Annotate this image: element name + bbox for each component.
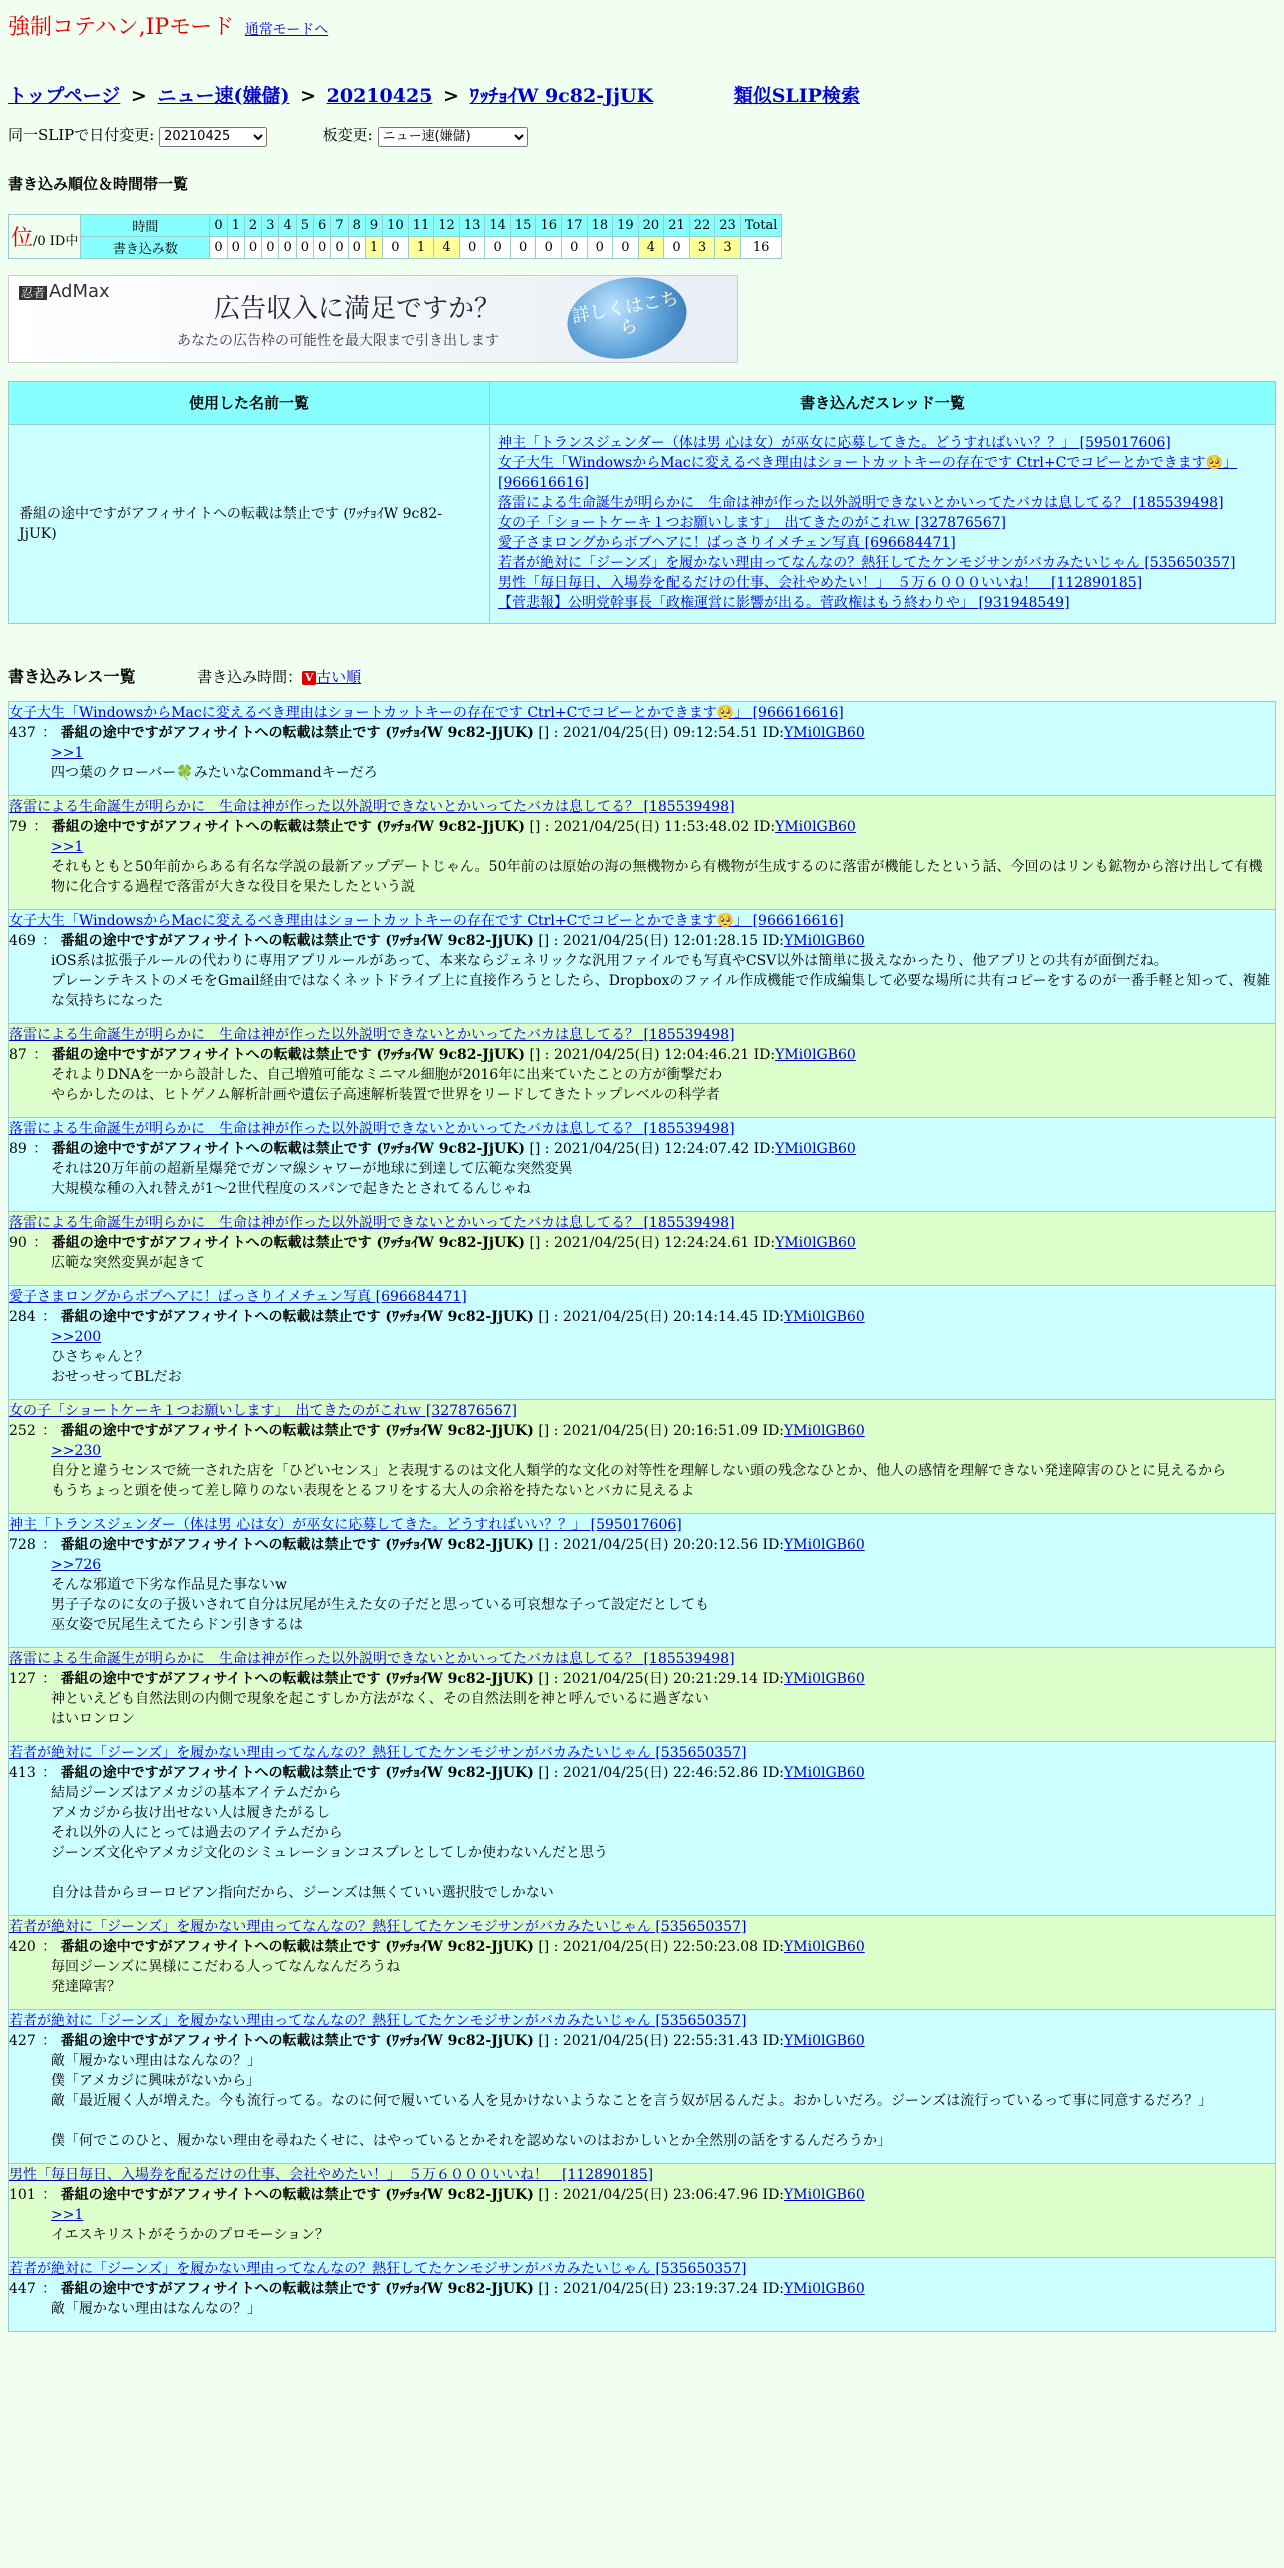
post-author-name: 番組の途中ですがアフィサイトへの転載は禁止です (ﾜｯﾁｮｲW 9c82-JjUK) [60,932,534,949]
post-meta: [] : 2021/04/25(日) 23:19:37.24 ID: [538,2280,785,2297]
hour-count-cell: 0 [510,236,536,258]
post-id-link[interactable]: YMi0lGB60 [784,932,865,949]
post-text-line: それもともと50年前からある有名な学説の最新アップデートじゃん。50年前のは原始の海の無機物から有機物が生成するのに落雷が機能したという話、今回のはリンも鉱物から溶け出して有機物に化合する過程で落雷が大きな役目を果たしたという説 [51,858,1263,895]
hour-header-cell: 18 [587,214,613,236]
post-body [51,1957,1275,1997]
post-body [51,2205,1275,2245]
date-select[interactable] [159,127,267,147]
post-text-line: 僕「何でこのひと、履かない理由を尋ねたくせに、はやっているとかそれを認めないのはおかしいとか全然別の話をするんだろうか」 [51,2132,891,2149]
post-number: 284 [9,1308,36,1325]
post-text-line: やらかしたのは、ヒトゲノム解析計画や遺伝子高速解析装置で世界をリードしてきたトップレベルの科学者 [51,1086,720,1103]
hour-count-cell: 1 [365,236,382,258]
post-thread-link[interactable]: 落雷による生命誕生が明らかに 生命は神が作った以外説明できないとかいってたバカは息してる？ [185539498] [9,1650,735,1667]
thread-list [490,424,1276,623]
post-id-link[interactable]: YMi0lGB60 [784,1670,865,1687]
hour-count-cell: 0 [664,236,690,258]
post-author-name: 番組の途中ですがアフィサイトへの転載は禁止です (ﾜｯﾁｮｲW 9c82-JjUK) [60,1536,534,1553]
hour-header-cell: 20 [638,214,664,236]
similar-slip-search-link[interactable]: 類似SLIP検索 [733,85,860,107]
ad-details-button[interactable] [561,275,693,363]
count-row-label: 書き込み数 [81,236,210,258]
post-text-line: それ以外の人にとっては過去のアイテムだから [51,1824,343,1841]
post-thread-link[interactable]: 女の子「ショートケーキ１つお願いします」 出てきたのがこれｗ [327876567] [9,1402,517,1419]
hour-header-cell: 10 [383,214,409,236]
post-author-name: 番組の途中ですがアフィサイトへの転載は禁止です (ﾜｯﾁｮｲW 9c82-JjUK) [60,1764,534,1781]
hour-header-cell: 16 [536,214,562,236]
hour-header-cell: 14 [485,214,511,236]
post-header: 79 ： 番組の途中ですがアフィサイトへの転載は禁止です (ﾜｯﾁｮｲW 9c82-JjUK) [] : 2021/04/25(日) 11:53:48.02 ID:YMi0lGB60 [9,818,856,835]
post [8,701,1276,796]
post-body [51,1253,1275,1273]
hour-header-cell: 12 [434,214,460,236]
post-header: 447 ： 番組の途中ですがアフィサイトへの転載は禁止です (ﾜｯﾁｮｲW 9c82-JjUK) [] : 2021/04/25(日) 23:19:37.24 ID:YMi0lGB60 [9,2280,865,2297]
post-number: 427 [9,2032,36,2049]
hour-count-cell: 0 [587,236,613,258]
post-text-line: ひさちゃんと？ [51,1348,149,1365]
post-text-line: iOS系は拡張子ルールの代わりに専用アプリルールがあって、本来ならジェネリックな汎用ファイルでも写真やCSV以外は簡単に扱えなかったり、他アプリとの共有が面倒だね。 [51,952,1168,969]
post-header: 89 ： 番組の途中ですがアフィサイトへの転載は禁止です (ﾜｯﾁｮｲW 9c82-JjUK) [] : 2021/04/25(日) 12:24:07.42 ID:YMi0lGB60 [9,1140,856,1157]
mode-title: 強制コテハン,IPモード [8,15,235,40]
post-meta: [] : 2021/04/25(日) 20:14:14.45 ID: [538,1308,785,1325]
post-meta: [] : 2021/04/25(日) 22:55:31.43 ID: [538,2032,785,2049]
post-header: 437 ： 番組の途中ですがアフィサイトへの転載は禁止です (ﾜｯﾁｮｲW 9c82-JjUK) [] : 2021/04/25(日) 09:12:54.51 ID:YMi0lGB60 [9,724,865,741]
reply-anchor-link[interactable]: >>726 [51,1556,102,1573]
hour-header-cell: 19 [613,214,639,236]
rank-suffix: /0 ID中 [33,233,79,249]
post-body [51,1555,1275,1635]
post-header: 87 ： 番組の途中ですがアフィサイトへの転載は禁止です (ﾜｯﾁｮｲW 9c82-JjUK) [] : 2021/04/25(日) 12:04:46.21 ID:YMi0lGB60 [9,1046,856,1063]
post-text-line: はいロンロン [51,1710,135,1727]
hour-count-cell: 0 [210,236,227,258]
post-meta: [] : 2021/04/25(日) 12:24:24.61 ID: [529,1234,776,1251]
post [8,1400,1276,1514]
breadcrumb-separator: > [130,85,147,107]
post-header: 127 ： 番組の途中ですがアフィサイトへの転載は禁止です (ﾜｯﾁｮｲW 9c82-JjUK) [] : 2021/04/25(日) 20:21:29.14 ID:YMi0lGB60 [9,1670,865,1687]
selector-bar [0,124,1284,147]
hour-header-cell: 6 [314,214,331,236]
post-thread-link[interactable]: 女子大生「WindowsからMacに変えるべき理由はショートカットキーの存在です Ctrl+Cでコピーとかできます🥺」 [966616616] [9,912,844,929]
post [8,1514,1276,1648]
post-body [51,743,1275,783]
hour-count-cell: 0 [383,236,409,258]
post-id-link[interactable]: YMi0lGB60 [784,1536,865,1553]
breadcrumb-separator: > [300,85,316,107]
hour-header-cell: 11 [408,214,434,236]
post-text-line: 敵「履かない理由はなんなの？」 [51,2300,261,2317]
post-id-link[interactable]: YMi0lGB60 [784,724,865,741]
post-number: 728 [9,1536,36,1553]
time-row-label: 時間 [81,214,210,236]
post-text-line: そんな邪道で下劣な作品見た事ないw [51,1576,287,1593]
post-header: 101 ： 番組の途中ですがアフィサイトへの転載は禁止です (ﾜｯﾁｮｲW 9c82-JjUK) [] : 2021/04/25(日) 23:06:47.96 ID:YMi0lGB60 [9,2186,865,2203]
post-header: 284 ： 番組の途中ですがアフィサイトへの転載は禁止です (ﾜｯﾁｮｲW 9c82-JjUK) [] : 2021/04/25(日) 20:14:14.45 ID:YMi0lGB60 [9,1308,865,1325]
ad-subtext: あなたの広告枠の可能性を最大限まで引き出します [177,332,499,349]
hour-header-cell: Total [740,214,782,236]
hourly-post-table [8,214,782,259]
threads-header: 書き込んだスレッド一覧 [490,381,1276,424]
post [8,1648,1276,1742]
post-text-line: 自分は昔からヨーロピアン指向だから、ジーンズは無くていい選択肢でしかない [51,1884,554,1901]
post-author-name: 番組の途中ですがアフィサイトへの転載は禁止です (ﾜｯﾁｮｲW 9c82-JjUK) [60,1422,534,1439]
post-text-line: もうちょっと頭を使って差し障りのない表現をとるフリをする大人の余裕を持たないとバカに見えるよ [51,1482,695,1499]
hour-count-cell: 4 [434,236,460,258]
post [8,1286,1276,1400]
post [8,2010,1276,2164]
post-number: 437 [9,724,36,741]
post-thread-link[interactable]: 女子大生「WindowsからMacに変えるべき理由はショートカットキーの存在です Ctrl+Cでコピーとかできます🥺」 [966616616] [9,704,844,721]
used-name: 番組の途中ですがアフィサイトへの転載は禁止です (ﾜｯﾁｮｲW 9c82-JjUK) [9,424,490,623]
breadcrumb-separator: > [443,85,459,107]
post-thread-link[interactable]: 落雷による生命誕生が明らかに 生命は神が作った以外説明できないとかいってたバカは息してる？ [185539498] [9,798,735,815]
post-number: 101 [9,2186,36,2203]
post-header: 413 ： 番組の途中ですがアフィサイトへの転載は禁止です (ﾜｯﾁｮｲW 9c82-JjUK) [] : 2021/04/25(日) 22:46:52.86 ID:YMi0lGB60 [9,1764,865,1781]
post-author-name: 番組の途中ですがアフィサイトへの転載は禁止です (ﾜｯﾁｮｲW 9c82-JjUK) [60,2032,534,2049]
summary-table [8,381,1276,624]
breadcrumb-slip-link[interactable]: ﾜｯﾁｮｲW 9c82-JjUK [469,85,654,107]
post-id-link[interactable]: YMi0lGB60 [784,2280,865,2297]
post-body [51,2299,1275,2319]
post-number: 413 [9,1764,36,1781]
post-text-line: 大規模な種の入れ替えが1～2世代程度のスパンで起きたとされてるんじゃね [51,1180,531,1197]
post-body [51,1689,1275,1729]
post-meta: [] : 2021/04/25(日) 20:16:51.09 ID: [538,1422,785,1439]
hour-header-cell: 21 [664,214,690,236]
post-thread-link[interactable]: 愛子さまロングからボブヘアに！ばっさりイメチェン写真 [696684471] [9,1288,467,1305]
post-number: 447 [9,2280,36,2297]
admax-logo-text: AdMax [49,280,110,302]
board-select-label: 板変更: [322,126,373,144]
post-text-line: おせっせってBLだお [51,1368,182,1385]
ad-details-label: 詳しくはこちら [570,287,681,339]
post [8,1916,1276,2010]
post-text-line: アメカジから抜け出せない人は履きたがるし [51,1804,331,1821]
mode-header [0,0,1284,41]
post-text-line: 僕「アメカジに興味がないから」 [51,2072,261,2089]
post-text-line [51,1863,1275,1883]
ad-headline: 広告収入に満足ですか？ [214,293,501,324]
post [8,1118,1276,1212]
post-body [51,1159,1275,1199]
post-body [51,1327,1275,1387]
post [8,2164,1276,2258]
post-author-name: 番組の途中ですがアフィサイトへの転載は禁止です (ﾜｯﾁｮｲW 9c82-JjUK) [51,1234,525,1251]
post-number: 87 [9,1046,27,1063]
hour-count-cell: 0 [562,236,588,258]
hour-count-cell: 4 [638,236,664,258]
hour-header-cell: 2 [244,214,261,236]
thread-link[interactable]: 男性「毎日毎日、入場券を配るだけの仕事、会社やめたい！」 ５万６０００いいね！ [112890185] [498,574,1143,591]
post-number: 469 [9,932,36,949]
hour-count-cell: 0 [227,236,244,258]
post-thread-link[interactable]: 神主「トランスジェンダー（体は男 心は女）が巫女に応募してきた。どうすればいい？？」 [595017606] [9,1516,682,1533]
thread-link[interactable]: 女子大生「WindowsからMacに変えるべき理由はショートカットキーの存在です Ctrl+Cでコピーとかできます🥺」 [966616616] [498,454,1238,491]
hour-count-cell: 0 [459,236,485,258]
post-text-line [51,2111,1275,2131]
hour-header-cell: 17 [562,214,588,236]
hour-header-cell: 0 [210,214,227,236]
hour-count-cell: 0 [348,236,365,258]
post-text-line: それよりDNAを一から設計した、自己増殖可能なミニマル細胞が2016年に出来ていたことの方が衝撃だわ [51,1066,723,1083]
post-text-line: それは20万年前の超新星爆発でガンマ線シャワーが地球に到達して広範な突然変異 [51,1160,573,1177]
hour-count-cell: 0 [279,236,296,258]
hour-header-cell: 3 [262,214,279,236]
post-number: 90 [9,1234,27,1251]
thread-link[interactable]: 女の子「ショートケーキ１つお願いします」 出てきたのがこれｗ [327876567] [498,514,1006,531]
post-text-line: 男子子なのに女の子扱いされて自分は尻尾が生えた女の子だと思っている可哀想な子って設定だとしても [51,1596,709,1613]
post-author-name: 番組の途中ですがアフィサイトへの転載は禁止です (ﾜｯﾁｮｲW 9c82-JjUK) [51,1046,525,1063]
post-number: 420 [9,1938,36,1955]
post-thread-link[interactable]: 若者が絶対に「ジーンズ」を履かない理由ってなんなの？熱狂してたケンモジサンがバカみたいじゃん [535650357] [9,1918,747,1935]
hour-count-cell: 0 [262,236,279,258]
post-id-link[interactable]: YMi0lGB60 [784,2032,865,2049]
thread-link[interactable]: 【菅悲報】公明党幹事長「政権運営に影響が出る。菅政権はもう終わりや」 [931948549] [498,594,1070,611]
post-thread-link[interactable]: 若者が絶対に「ジーンズ」を履かない理由ってなんなの？熱狂してたケンモジサンがバカみたいじゃん [535650357] [9,2012,747,2029]
breadcrumb-board-link[interactable]: ニュー速(嫌儲) [157,85,290,107]
post-id-link[interactable]: YMi0lGB60 [775,1234,856,1251]
hour-count-cell: 0 [536,236,562,258]
thread-link[interactable]: 若者が絶対に「ジーンズ」を履かない理由ってなんなの？熱狂してたケンモジサンがバカみたいじゃん [535650357] [498,554,1236,571]
post-meta: [] : 2021/04/25(日) 09:12:54.51 ID: [538,724,785,741]
post [8,910,1276,1024]
post-text-line: 敵「最近履く人が増えた。今も流行ってる。なのに何で履いている人を見かけないようなことを言う奴が居るんだよ。おかしいだろ。ジーンズは流行っているって事に同意するだろ？」 [51,2092,1213,2109]
post-meta: [] : 2021/04/25(日) 20:20:12.56 ID: [538,1536,785,1553]
post-text-line: 結局ジーンズはアメカジの基本アイテムだから [51,1784,342,1801]
post-list [0,701,1284,2332]
post-thread-link[interactable]: 落雷による生命誕生が明らかに 生命は神が作った以外説明できないとかいってたバカは息してる？ [185539498] [9,1214,735,1231]
post-id-link[interactable]: YMi0lGB60 [784,1308,865,1325]
post-number: 252 [9,1422,36,1439]
posts-section-title: 書き込みレス一覧 [8,666,136,686]
post-text-line: 敵「履かない理由はなんなの？」 [51,2052,261,2069]
hour-count-cell: 16 [740,236,782,258]
post-id-link[interactable]: YMi0lGB60 [784,1764,865,1781]
post-meta: [] : 2021/04/25(日) 12:24:07.42 ID: [529,1140,776,1157]
post-header: 420 ： 番組の途中ですがアフィサイトへの転載は禁止です (ﾜｯﾁｮｲW 9c82-JjUK) [] : 2021/04/25(日) 22:50:23.08 ID:YMi0lGB60 [9,1938,865,1955]
post-meta: [] : 2021/04/25(日) 22:50:23.08 ID: [538,1938,785,1955]
date-select-label: 同一SLIPで日付変更: [8,126,155,144]
sort-order-icon: V [302,671,316,685]
post-id-link[interactable]: YMi0lGB60 [775,1140,856,1157]
hour-header-cell: 9 [365,214,382,236]
post-text-line: 毎回ジーンズに異様にこだわる人ってなんなんだろうね [51,1958,401,1975]
post-number: 89 [9,1140,27,1157]
hour-header-cell: 5 [296,214,313,236]
post-id-link[interactable]: YMi0lGB60 [784,1422,865,1439]
post-text-line: イエスキリストがそうかのプロモーション？ [51,2226,330,2243]
reply-anchor-link[interactable]: >>1 [51,744,84,761]
post-author-name: 番組の途中ですがアフィサイトへの転載は禁止です (ﾜｯﾁｮｲW 9c82-JjUK) [60,2186,534,2203]
post-id-link[interactable]: YMi0lGB60 [784,1938,865,1955]
post-thread-link[interactable]: 若者が絶対に「ジーンズ」を履かない理由ってなんなの？熱狂してたケンモジサンがバカみたいじゃん [535650357] [9,1744,747,1761]
admax-logo-badge: 忍者 [21,285,46,300]
hour-count-cell: 0 [314,236,331,258]
post-text-line: 発達障害？ [51,1978,121,1995]
hour-count-cell: 3 [689,236,715,258]
post-meta: [] : 2021/04/25(日) 12:04:46.21 ID: [529,1046,776,1063]
post-author-name: 番組の途中ですがアフィサイトへの転載は禁止です (ﾜｯﾁｮｲW 9c82-JjUK) [60,1938,534,1955]
thread-link[interactable]: 愛子さまロングからボブヘアに！ばっさりイメチェン写真 [696684471] [498,534,956,551]
post-number: 79 [9,818,27,835]
reply-anchor-link[interactable]: >>230 [51,1442,102,1459]
post-text-line: 四つ葉のクローバー🍀みたいなCommandキーだろ [51,764,378,781]
post-author-name: 番組の途中ですがアフィサイトへの転載は禁止です (ﾜｯﾁｮｲW 9c82-JjUK) [51,1140,525,1157]
post-body [51,2051,1275,2151]
post-meta: [] : 2021/04/25(日) 11:53:48.02 ID: [529,818,776,835]
post-text-line: 自分と違うセンスで統一された店を「ひどいセンス」と表現するのは文化人類学的な文化の対等性を理解しない頭の残念なひとか、他人の感情を理解できない発達障害のひとに見えるから [51,1462,1227,1479]
post-author-name: 番組の途中ですがアフィサイトへの転載は禁止です (ﾜｯﾁｮｲW 9c82-JjUK) [60,2280,534,2297]
post-text-line: ジーンズ文化やアメカジ文化のシミュレーションコスプレとしてしか使わないんだと思う [51,1844,609,1861]
post-header: 728 ： 番組の途中ですがアフィサイトへの転載は禁止です (ﾜｯﾁｮｲW 9c82-JjUK) [] : 2021/04/25(日) 20:20:12.56 ID:YMi0lGB60 [9,1536,865,1553]
rank-position: 位 [11,225,34,251]
hour-header-cell: 7 [331,214,348,236]
post-header: 427 ： 番組の途中ですがアフィサイトへの転載は禁止です (ﾜｯﾁｮｲW 9c82-JjUK) [] : 2021/04/25(日) 22:55:31.43 ID:YMi0lGB60 [9,2032,865,2049]
admax-banner[interactable] [8,275,738,363]
thread-link[interactable]: 落雷による生命誕生が明らかに 生命は神が作った以外説明できないとかいってたバカは息してる？ [185539498] [498,494,1224,511]
hour-header-cell: 1 [227,214,244,236]
hour-header-cell: 13 [459,214,485,236]
hour-header-cell: 22 [689,214,715,236]
reply-anchor-link[interactable]: >>1 [51,838,84,855]
names-header: 使用した名前一覧 [9,381,490,424]
post-text-line: プレーンテキストのメモをGmail経由ではなくネットドライブ上に直接作ろうとしたら、Dropboxのファイル作成機能で作成編集して必要な場所に共有コピーをするのが一番手軽と知って、複雑な気持ちになった [51,972,1271,1009]
thread-link[interactable]: 神主「トランスジェンダー（体は男 心は女）が巫女に応募してきた。どうすればいい？？」 [595017606] [498,434,1171,451]
post-header: 469 ： 番組の途中ですがアフィサイトへの転載は禁止です (ﾜｯﾁｮｲW 9c82-JjUK) [] : 2021/04/25(日) 12:01:28.15 ID:YMi0lGB60 [9,932,865,949]
post-header: 90 ： 番組の途中ですがアフィサイトへの転載は禁止です (ﾜｯﾁｮｲW 9c82-JjUK) [] : 2021/04/25(日) 12:24:24.61 ID:YMi0lGB60 [9,1234,856,1251]
post-thread-link[interactable]: 落雷による生命誕生が明らかに 生命は神が作った以外説明できないとかいってたバカは息してる？ [185539498] [9,1026,735,1043]
post-meta: [] : 2021/04/25(日) 12:01:28.15 ID: [538,932,785,949]
breadcrumb [0,81,1284,108]
hour-count-cell: 1 [408,236,434,258]
post-text-line: 巫女姿で尻尾生えてたらドン引きするは [51,1616,303,1633]
post-body [51,837,1275,897]
post-text-line: 広範な突然変異が起きて [51,1254,205,1271]
post-meta: [] : 2021/04/25(日) 23:06:47.96 ID: [538,2186,785,2203]
post [8,1742,1276,1916]
post-id-link[interactable]: YMi0lGB60 [775,1046,856,1063]
hour-header-cell: 8 [348,214,365,236]
post [8,2258,1276,2332]
post-id-link[interactable]: YMi0lGB60 [775,818,856,835]
post-text-line: 神といえども自然法則の内側で現象を起こすしか方法がなく、その自然法則を神と呼んでいるに過ぎない [51,1690,709,1707]
post [8,1212,1276,1286]
post-thread-link[interactable]: 落雷による生命誕生が明らかに 生命は神が作った以外説明できないとかいってたバカは息してる？ [185539498] [9,1120,735,1137]
board-select[interactable] [378,127,528,147]
post [8,796,1276,910]
sort-oldest-link[interactable]: 古い順 [316,667,362,686]
hour-count-cell: 0 [613,236,639,258]
post-id-link[interactable]: YMi0lGB60 [784,2186,865,2203]
hour-count-cell: 0 [485,236,511,258]
post-meta: [] : 2021/04/25(日) 20:21:29.14 ID: [538,1670,785,1687]
normal-mode-link[interactable]: 通常モードへ [244,22,329,38]
post-meta: [] : 2021/04/25(日) 22:46:52.86 ID: [538,1764,785,1781]
hour-count-cell: 0 [244,236,261,258]
post-body [51,951,1275,1011]
hour-count-cell: 0 [331,236,348,258]
hour-header-cell: 23 [715,214,741,236]
post-header: 252 ： 番組の途中ですがアフィサイトへの転載は禁止です (ﾜｯﾁｮｲW 9c82-JjUK) [] : 2021/04/25(日) 20:16:51.09 ID:YMi0lGB60 [9,1422,865,1439]
post-author-name: 番組の途中ですがアフィサイトへの転載は禁止です (ﾜｯﾁｮｲW 9c82-JjUK) [60,724,534,741]
reply-anchor-link[interactable]: >>200 [51,1328,102,1345]
reply-anchor-link[interactable]: >>1 [51,2206,84,2223]
post-author-name: 番組の途中ですがアフィサイトへの転載は禁止です (ﾜｯﾁｮｲW 9c82-JjUK) [60,1308,534,1325]
posts-section-header [0,664,1284,687]
post-thread-link[interactable]: 若者が絶対に「ジーンズ」を履かない理由ってなんなの？熱狂してたケンモジサンがバカみたいじゃん [535650357] [9,2260,747,2277]
post-body [51,1783,1275,1903]
ranking-title: 書き込み順位＆時間帯一覧 [8,174,189,193]
breadcrumb-top-link[interactable]: トップページ [8,85,121,107]
post-time-label: 書き込み時間： [197,667,303,686]
hour-header-cell: 15 [510,214,536,236]
post [8,1024,1276,1118]
rank-cell [9,214,81,258]
post-number: 127 [9,1670,36,1687]
hour-header-cell: 4 [279,214,296,236]
post-body [51,1441,1275,1501]
breadcrumb-date-link[interactable]: 20210425 [326,85,433,107]
post-author-name: 番組の途中ですがアフィサイトへの転載は禁止です (ﾜｯﾁｮｲW 9c82-JjUK) [60,1670,534,1687]
hour-count-cell: 3 [715,236,741,258]
hour-count-cell: 0 [296,236,313,258]
post-author-name: 番組の途中ですがアフィサイトへの転載は禁止です (ﾜｯﾁｮｲW 9c82-JjUK) [51,818,525,835]
admax-logo [19,281,110,302]
post-body [51,1065,1275,1105]
post-thread-link[interactable]: 男性「毎日毎日、入場券を配るだけの仕事、会社やめたい！」 ５万６０００いいね！ [112890185] [9,2166,654,2183]
